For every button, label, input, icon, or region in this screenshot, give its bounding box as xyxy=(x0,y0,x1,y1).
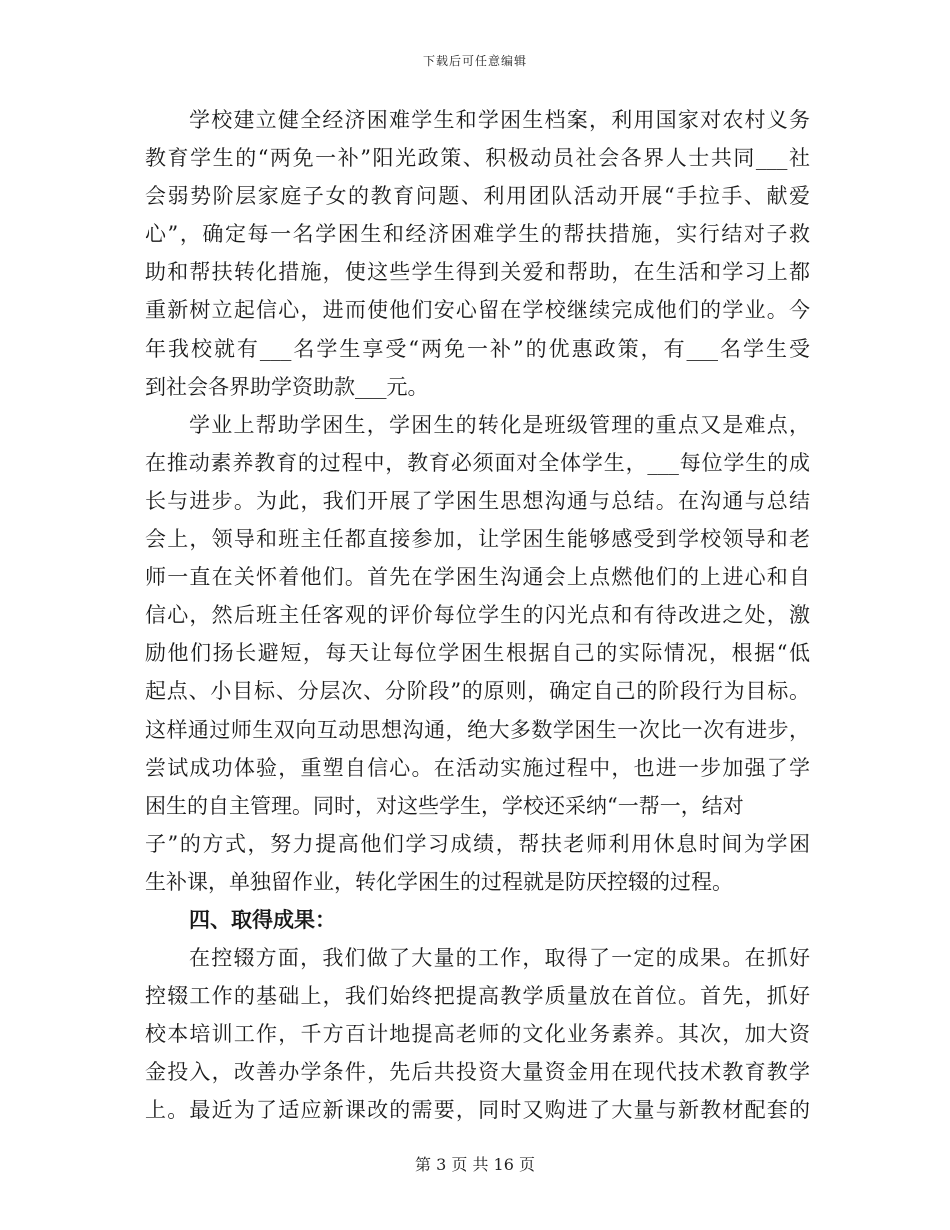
paragraph-line: 教育学生的“两免一补”阳光政策、积极动员社会各界人士共同___社 xyxy=(145,146,810,171)
paragraph-line: 控辍工作的基础上，我们始终把提高教学质量放在首位。首先，抓好 xyxy=(145,984,810,1009)
paragraph-line: 尝试成功体验，重塑自信心。在活动实施过程中，也进一步加强了学 xyxy=(145,755,810,780)
paragraph-line: 长与进步。为此，我们开展了学困生思想沟通与总结。在沟通与总结 xyxy=(145,488,810,513)
paragraph-line: 学业上帮助学困生，学困生的转化是班级管理的重点又是难点， xyxy=(189,412,810,437)
paragraph-line: 起点、小目标、分层次、分阶段”的原则，确定自己的阶段行为目标。 xyxy=(145,679,810,704)
paragraph-line: 子”的方式，努力提高他们学习成绩，帮扶老师利用休息时间为学困 xyxy=(145,831,810,856)
paragraph-line: 在控辍方面，我们做了大量的工作，取得了一定的成果。在抓好 xyxy=(189,946,810,971)
paragraph-line: 在推动素养教育的过程中，教育必须面对全体学生，___每位学生的成 xyxy=(145,450,810,475)
page-header: 下载后可任意编辑 xyxy=(422,54,527,68)
paragraph-line: 到社会各界助学资助款___元。 xyxy=(145,374,429,399)
paragraph-line: 师一直在关怀着他们。首先在学困生沟通会上点燃他们的上进心和自 xyxy=(145,565,810,590)
paragraph-line: 助和帮扶转化措施，使这些学生得到关爱和帮助，在生活和学习上都 xyxy=(145,260,810,285)
paragraph-line: 信心，然后班主任客观的评价每位学生的闪光点和有待改进之处，激 xyxy=(145,603,810,628)
paragraph-line: 金投入，改善办学条件，先后共投资大量资金用在现代技术教育教学 xyxy=(145,1060,810,1085)
paragraph-line: 这样通过师生双向互动思想沟通，绝大多数学困生一次比一次有进步， xyxy=(145,717,810,742)
paragraph-line: 心”，确定每一名学困生和经济困难学生的帮扶措施，实行结对子救 xyxy=(145,222,810,247)
paragraph-line: 生补课，单独留作业，转化学困生的过程就是防厌控辍的过程。 xyxy=(145,869,733,894)
paragraph-line: 上。最近为了适应新课改的需要，同时又购进了大量与新教材配套的 xyxy=(145,1098,810,1123)
paragraph-line: 校本培训工作，千方百计地提高老师的文化业务素养。其次，加大资 xyxy=(145,1022,810,1047)
paragraph-line: 励他们扬长避短，每天让每位学困生根据自己的实际情况，根据“低 xyxy=(145,641,810,666)
paragraph-line: 重新树立起信心，进而使他们安心留在学校继续完成他们的学业。今 xyxy=(145,298,810,323)
section-heading: 四、取得成果： xyxy=(189,907,336,932)
paragraph-line: 学校建立健全经济困难学生和学困生档案，利用国家对农村义务 xyxy=(189,108,810,132)
page-footer: 第 3 页 共 16 页 xyxy=(415,1155,535,1174)
paragraph-line: 年我校就有___名学生享受“两免一补”的优惠政策，有___名学生受 xyxy=(145,336,810,361)
paragraph-line: 困生的自主管理。同时，对这些学生，学校还采纳“一帮一，结对 xyxy=(145,793,744,818)
paragraph-line: 会上，领导和班主任都直接参加，让学困生能够感受到学校领导和老 xyxy=(145,527,810,552)
paragraph-line: 会弱势阶层家庭子女的教育问题、利用团队活动开展“手拉手、献爱 xyxy=(145,184,810,209)
document-body xyxy=(145,101,810,1130)
